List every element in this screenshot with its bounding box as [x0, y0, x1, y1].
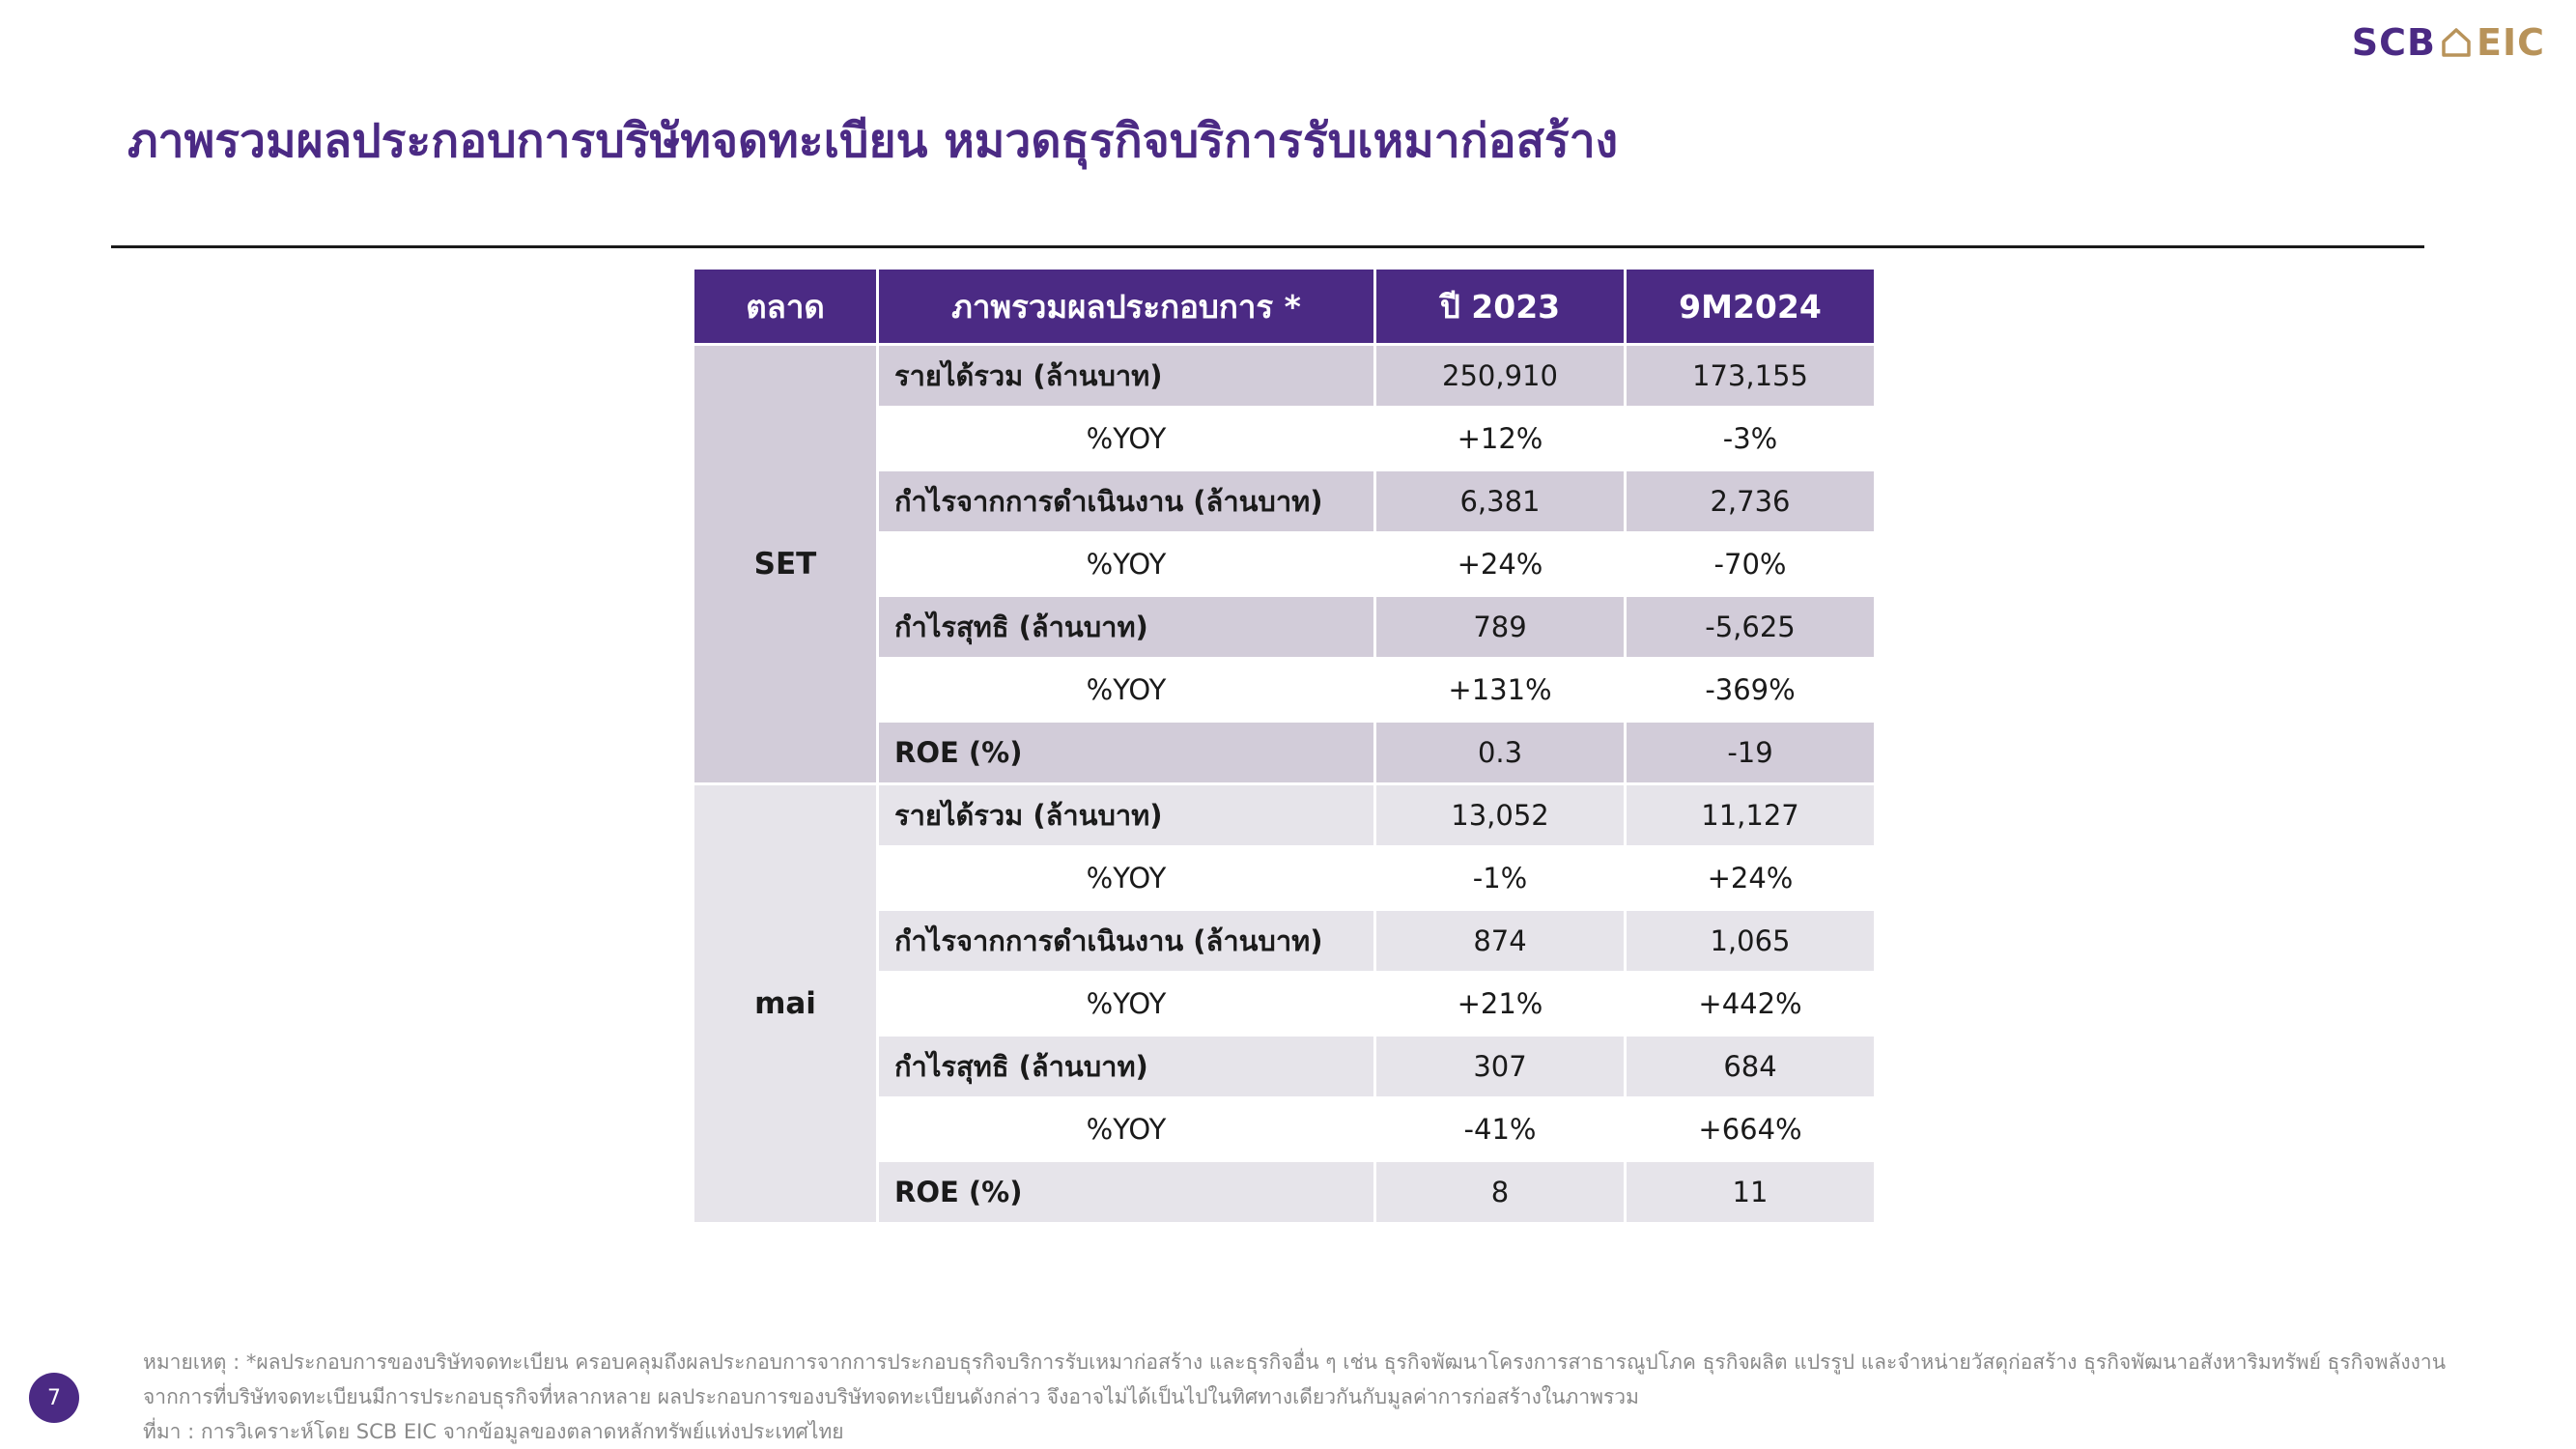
metric-label: %YOY: [879, 660, 1373, 720]
metric-label: %YOY: [879, 409, 1373, 469]
page-number-badge: 7: [29, 1373, 79, 1423]
value-2023: 8: [1376, 1162, 1624, 1222]
metric-label: กำไรสุทธิ (ล้านบาท): [879, 1037, 1373, 1096]
value-9m2024: 2,736: [1627, 471, 1874, 531]
table-row: [694, 346, 1874, 406]
value-9m2024: 173,155: [1627, 346, 1874, 406]
footnote: [143, 1345, 2500, 1449]
value-2023: +24%: [1376, 534, 1624, 594]
metric-label: รายได้รวม (ล้านบาท): [879, 785, 1373, 845]
metric-label: กำไรจากการดำเนินงาน (ล้านบาท): [879, 911, 1373, 971]
value-2023: +21%: [1376, 974, 1624, 1034]
metric-label: %YOY: [879, 974, 1373, 1034]
metric-label: รายได้รวม (ล้านบาท): [879, 346, 1373, 406]
value-9m2024: -19: [1627, 723, 1874, 782]
value-9m2024: 1,065: [1627, 911, 1874, 971]
value-9m2024: 11,127: [1627, 785, 1874, 845]
header-year-2023: ปี 2023: [1376, 270, 1624, 343]
value-9m2024: -369%: [1627, 660, 1874, 720]
metric-label: ROE (%): [879, 1162, 1373, 1222]
footnote-note-line-2: จากการที่บริษัทจดทะเบียนมีการประกอบธุรกิจที่หลากหลาย ผลประกอบการของบริษัทจดทะเบียนดังกล่าว จึงอาจไม่ได้เป็นไปในทิศทางเดียวกันกับมูลค่าการก่อสร้างในภาพรวม: [143, 1385, 1639, 1408]
value-2023: +131%: [1376, 660, 1624, 720]
logo-scb-text: SCB: [2351, 21, 2437, 64]
header-9m2024: 9M2024: [1627, 270, 1874, 343]
logo-eic-text: EIC: [2477, 21, 2545, 64]
metric-label: %YOY: [879, 534, 1373, 594]
market-cell-mai: mai: [694, 785, 876, 1222]
performance-table: [692, 267, 1877, 1225]
market-cell-set: SET: [694, 346, 876, 782]
title-divider: [111, 245, 2424, 248]
metric-label: กำไรจากการดำเนินงาน (ล้านบาท): [879, 471, 1373, 531]
value-9m2024: 11: [1627, 1162, 1874, 1222]
metric-label: %YOY: [879, 1099, 1373, 1159]
header-overview: ภาพรวมผลประกอบการ *: [879, 270, 1373, 343]
value-9m2024: -5,625: [1627, 597, 1874, 657]
value-9m2024: +24%: [1627, 848, 1874, 908]
value-2023: 0.3: [1376, 723, 1624, 782]
footnote-note-line-1: หมายเหตุ : *ผลประกอบการของบริษัทจดทะเบียน ครอบคลุมถึงผลประกอบการจากการประกอบธุรกิจบริการรับเหมาก่อสร้าง และธุรกิจอื่น ๆ เช่น ธุรกิจพัฒนาโครงการสาธารณูปโภค ธุรกิจผลิต แปรรูป และจำหน่ายวัสดุก่อสร้าง ธุรกิจพัฒนาอสังหาริมทรัพย์ ธุรกิจพลังงาน: [143, 1350, 2447, 1374]
table-row: [694, 785, 1874, 845]
value-2023: 874: [1376, 911, 1624, 971]
scb-eic-logo: [2352, 21, 2545, 64]
value-2023: 789: [1376, 597, 1624, 657]
value-9m2024: -3%: [1627, 409, 1874, 469]
header-market: ตลาด: [694, 270, 876, 343]
footnote-source: ที่มา : การวิเคราะห์โดย SCB EIC จากข้อมูลของตลาดหลักทรัพย์แห่งประเทศไทย: [143, 1420, 844, 1443]
metric-label: %YOY: [879, 848, 1373, 908]
value-2023: 13,052: [1376, 785, 1624, 845]
value-9m2024: +442%: [1627, 974, 1874, 1034]
metric-label: กำไรสุทธิ (ล้านบาท): [879, 597, 1373, 657]
page-title: ภาพรวมผลประกอบการบริษัทจดทะเบียน หมวดธุรกิจบริการรับเหมาก่อสร้าง: [127, 114, 1619, 168]
value-2023: 307: [1376, 1037, 1624, 1096]
value-2023: -1%: [1376, 848, 1624, 908]
value-2023: 6,381: [1376, 471, 1624, 531]
value-2023: 250,910: [1376, 346, 1624, 406]
value-9m2024: +664%: [1627, 1099, 1874, 1159]
metric-label: ROE (%): [879, 723, 1373, 782]
house-icon: [2440, 26, 2473, 59]
value-9m2024: 684: [1627, 1037, 1874, 1096]
value-2023: -41%: [1376, 1099, 1624, 1159]
value-9m2024: -70%: [1627, 534, 1874, 594]
table-header-row: [694, 270, 1874, 343]
value-2023: +12%: [1376, 409, 1624, 469]
